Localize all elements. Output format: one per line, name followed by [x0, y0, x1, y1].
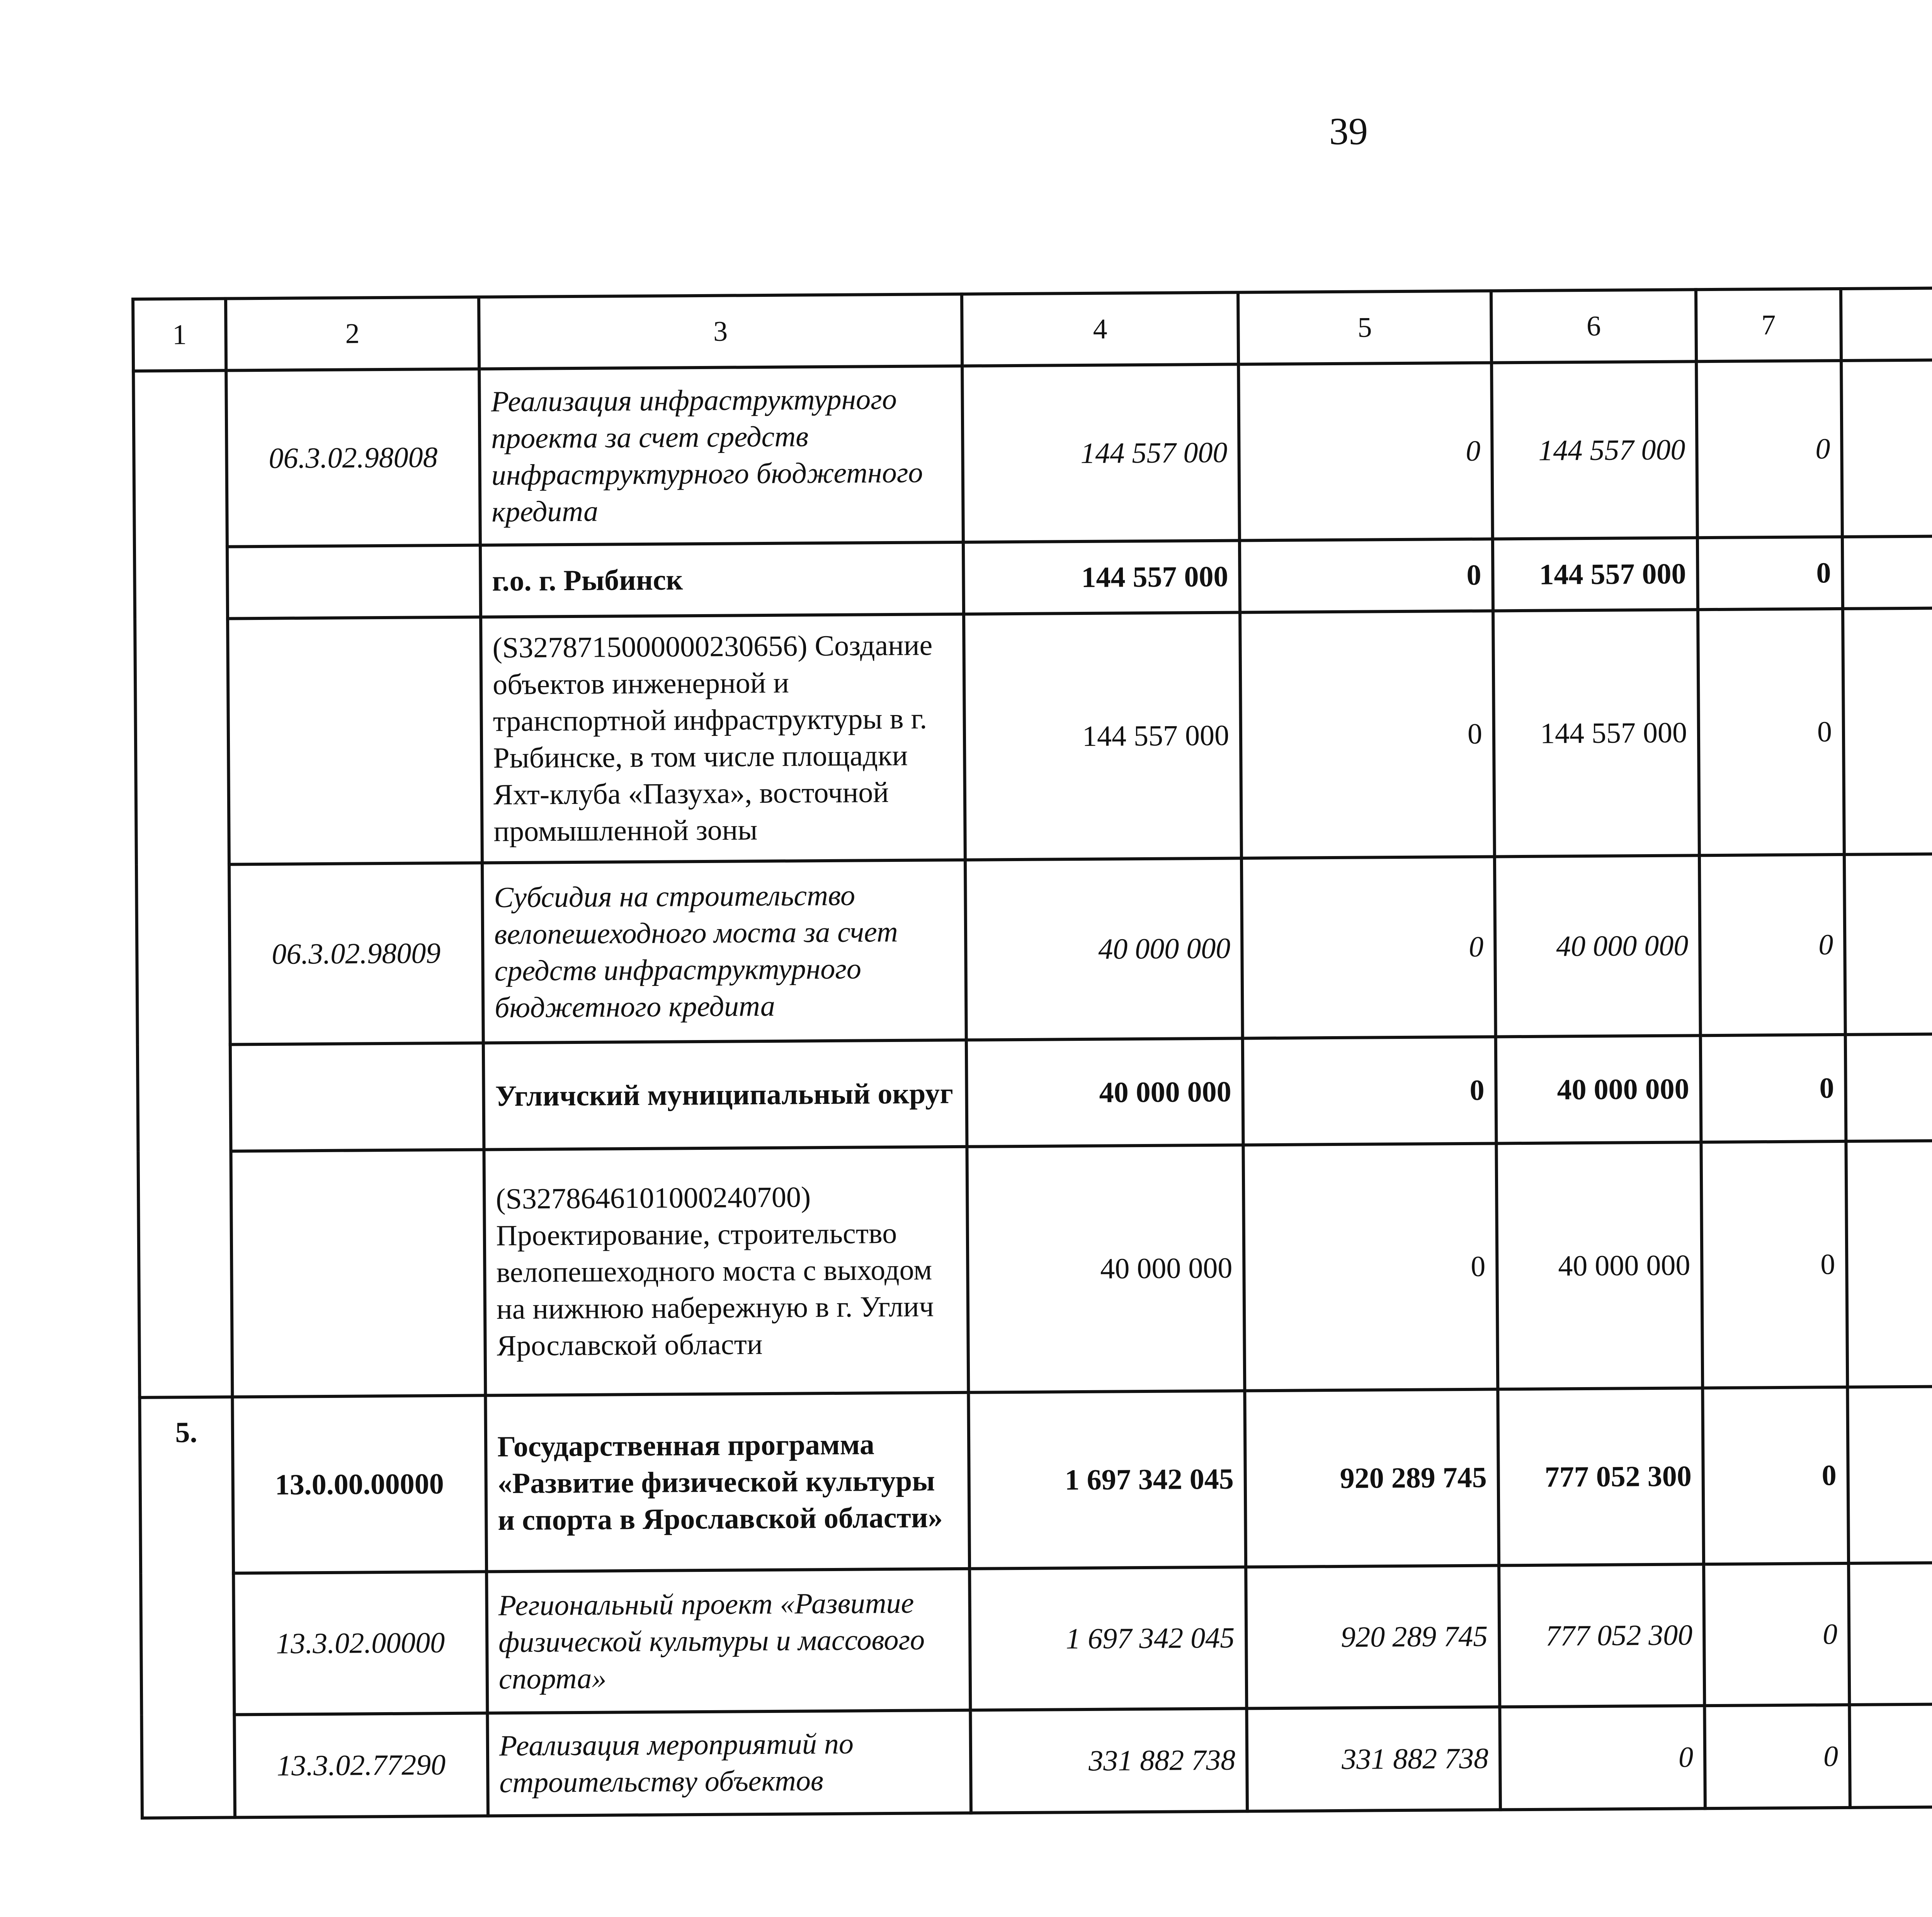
value-col-4: 1 697 342 045 [968, 1391, 1246, 1568]
value-col-4: 144 557 000 [963, 540, 1240, 614]
value-col-6: 0 [1500, 1706, 1705, 1810]
item-name: Угличский муниципальный округ [483, 1040, 967, 1150]
value-col-8 [1845, 1033, 1932, 1141]
budget-code [230, 1043, 484, 1151]
column-header: 3 [479, 294, 962, 369]
value-col-8 [1846, 1140, 1932, 1387]
value-col-7: 0 [1699, 855, 1845, 1035]
value-col-8 [1849, 1562, 1932, 1705]
value-col-5: 0 [1238, 363, 1493, 541]
budget-table [131, 282, 1932, 1820]
item-name: Реализация инфраструктурного проекта за счет средств инфраструктурного бюджетного кредита [479, 366, 963, 545]
budget-code: 13.3.02.00000 [233, 1571, 487, 1714]
item-name: (S3278715000000230656) Создание объектов инженерной и транспортной инфраструктуры в г. Рыбинске, в том числе площадки Яхт-клуба «Пазуха», восточной промышленной зоны [481, 614, 965, 863]
value-col-7: 0 [1696, 361, 1842, 538]
column-header: 7 [1696, 289, 1841, 361]
value-col-7: 0 [1697, 537, 1843, 609]
budget-code: 06.3.02.98008 [226, 369, 480, 547]
page-number: 39 [1329, 110, 1368, 153]
column-number-row [133, 284, 1932, 371]
column-header: 6 [1491, 289, 1696, 363]
value-col-6: 777 052 300 [1499, 1564, 1704, 1707]
value-col-6: 144 557 000 [1493, 609, 1699, 856]
row-index: 5. [139, 1397, 235, 1818]
item-name: Реализация мероприятий по строительству объектов [487, 1710, 971, 1816]
budget-code: 13.0.00.00000 [232, 1395, 486, 1573]
value-col-5: 331 882 738 [1247, 1707, 1500, 1811]
value-col-7: 0 [1698, 609, 1844, 855]
value-col-5: 0 [1243, 1143, 1498, 1391]
budget-code: 13.3.02.77290 [234, 1713, 488, 1817]
value-col-5: 0 [1240, 611, 1495, 858]
value-col-5: 0 [1240, 539, 1493, 612]
budget-code [231, 1149, 485, 1397]
item-name: Государственная программа «Развитие физической культуры и спорта в Ярославской области» [485, 1393, 969, 1572]
value-col-7: 0 [1702, 1387, 1849, 1564]
value-col-5: 920 289 745 [1246, 1565, 1500, 1708]
table-row [138, 1030, 1932, 1152]
value-col-7: 0 [1701, 1035, 1846, 1142]
column-header: 5 [1238, 291, 1492, 364]
value-col-4: 331 882 738 [970, 1708, 1247, 1813]
item-name: г.о. г. Рыбинск [480, 542, 964, 617]
value-col-8 [1841, 359, 1932, 537]
column-header: 1 [133, 299, 226, 371]
value-col-4: 40 000 000 [966, 1038, 1243, 1146]
item-name: Региональный проект «Развитие физической культуры и массового спорта» [486, 1569, 970, 1713]
table-row [135, 604, 1932, 865]
value-col-4: 40 000 000 [965, 858, 1243, 1040]
value-col-8 [1844, 853, 1932, 1035]
value-col-7: 0 [1704, 1705, 1850, 1808]
column-header: 2 [226, 297, 479, 371]
value-col-7: 0 [1701, 1141, 1847, 1388]
value-col-6: 144 557 000 [1493, 538, 1698, 611]
value-col-4: 144 557 000 [964, 612, 1242, 860]
value-col-6: 40 000 000 [1496, 1035, 1701, 1143]
item-name: (S3278646101000240700) Проектирование, строительство велопешеходного моста с выходом на нижнюю набережную в г. Углич Ярославской области [484, 1147, 968, 1396]
value-col-5: 0 [1242, 856, 1496, 1038]
column-header: 4 [962, 293, 1238, 366]
budget-code: 06.3.02.98009 [229, 863, 483, 1044]
value-col-4: 144 557 000 [962, 364, 1240, 542]
value-col-8 [1843, 607, 1932, 855]
table-row [141, 1700, 1932, 1818]
budget-code [228, 617, 482, 864]
value-col-8 [1849, 1703, 1932, 1808]
table-row [136, 850, 1932, 1045]
table-row [139, 1382, 1932, 1574]
value-col-6: 40 000 000 [1495, 855, 1701, 1037]
value-col-6: 777 052 300 [1498, 1388, 1704, 1565]
value-col-5: 920 289 745 [1245, 1389, 1499, 1567]
column-header [1841, 287, 1932, 361]
value-col-6: 40 000 000 [1496, 1142, 1702, 1389]
value-col-5: 0 [1243, 1037, 1497, 1145]
value-col-4: 1 697 342 045 [969, 1567, 1247, 1710]
row-index [133, 371, 232, 1398]
value-col-7: 0 [1704, 1563, 1849, 1706]
budget-code [227, 545, 481, 618]
table-row [138, 1136, 1932, 1398]
table-row [141, 1558, 1932, 1715]
value-col-4: 40 000 000 [967, 1145, 1245, 1392]
item-name: Субсидия на строительство велопешеходного моста за счет средств инфраструктурного бюджетного кредита [482, 860, 966, 1043]
value-col-8 [1842, 535, 1932, 609]
table-row [133, 356, 1932, 547]
value-col-6: 144 557 000 [1492, 361, 1697, 539]
value-col-8 [1847, 1386, 1932, 1563]
